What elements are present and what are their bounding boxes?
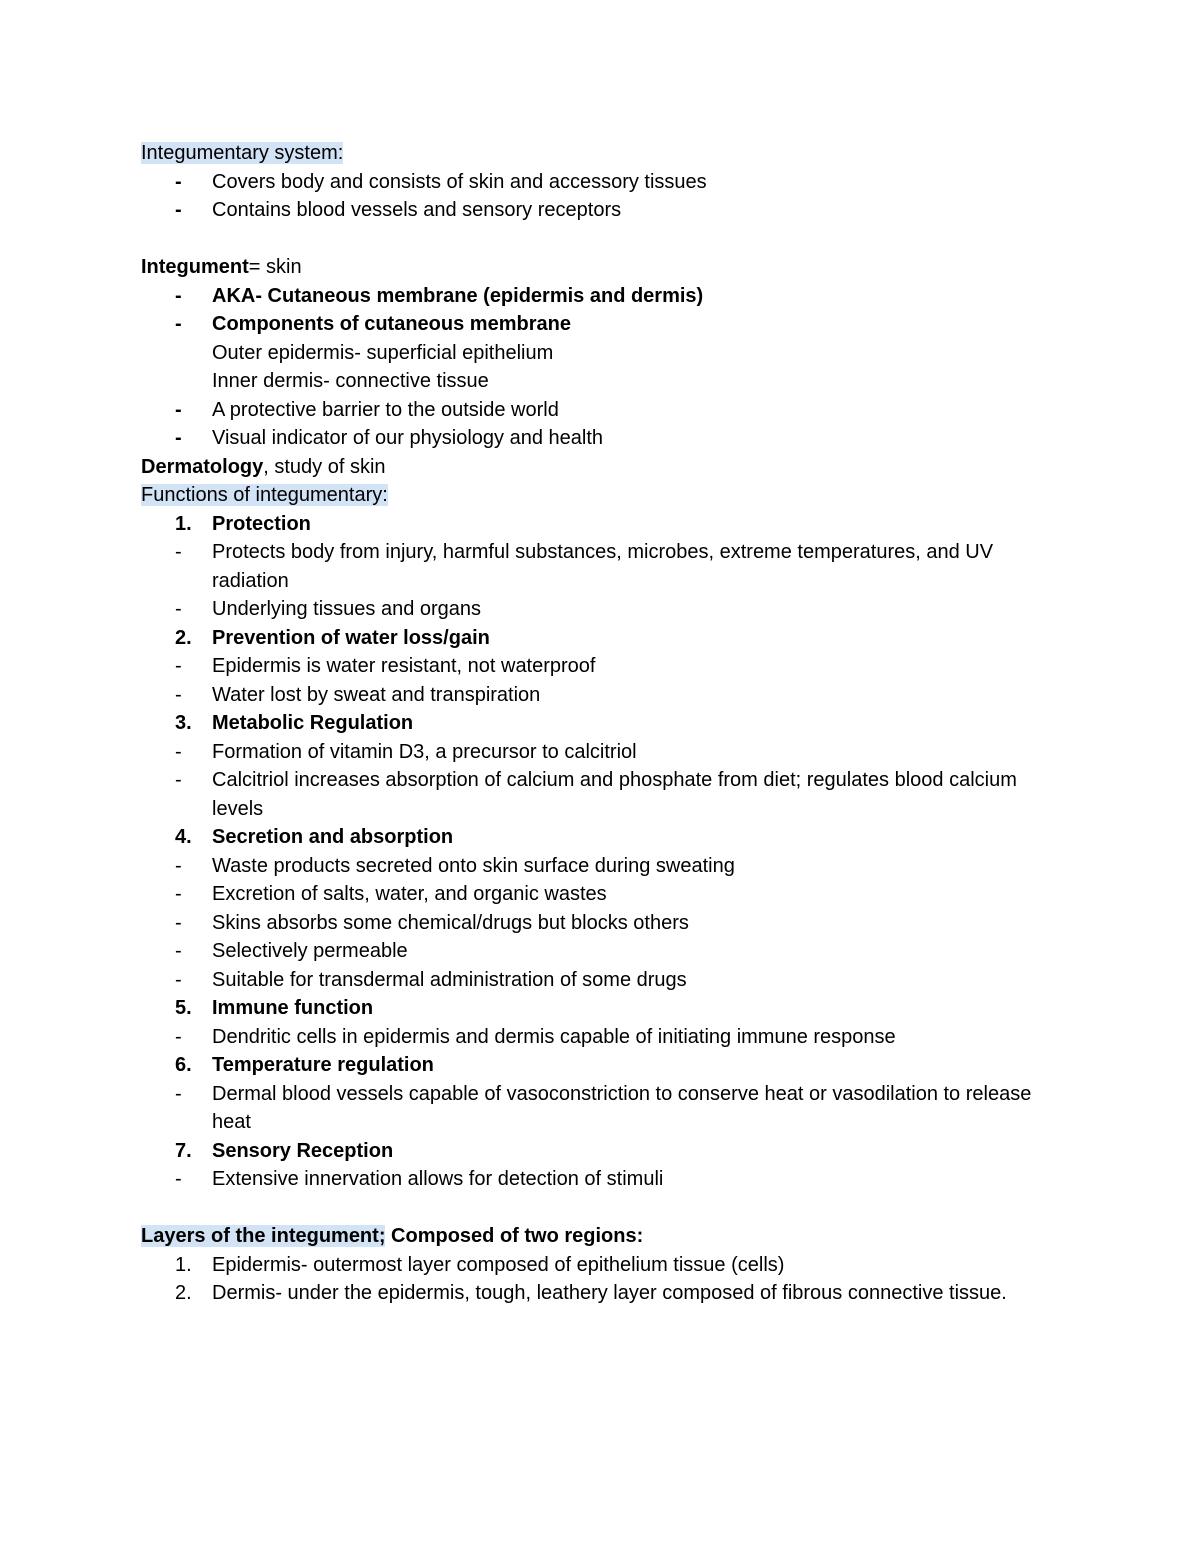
dermatology-definition xyxy=(141,453,1071,482)
list-item-text: Suitable for transdermal administration of some drugs xyxy=(212,968,687,991)
list-item xyxy=(141,310,1071,339)
list-item-text: Excretion of salts, water, and organic wastes xyxy=(212,883,607,905)
function-title-text: Temperature regulation xyxy=(212,1054,434,1076)
list-item xyxy=(141,652,1071,681)
list-item-text: Formation of vitamin D3, a precursor to calcitriol xyxy=(212,740,637,763)
list-item xyxy=(141,1251,1071,1280)
blank-line xyxy=(141,225,1071,254)
list-item-text: A protective barrier to the outside world xyxy=(212,398,559,421)
list-item-text: Skins absorbs some chemical/drugs but blocks others xyxy=(212,911,689,934)
bullet-dash: - xyxy=(175,883,182,905)
list-item-text: Components of cutaneous membrane xyxy=(212,313,571,335)
list-item-text: Protects body from injury, harmful substances, microbes, extreme temperatures, and UV radiation xyxy=(212,541,994,592)
list-item xyxy=(141,852,1071,881)
list-number: 5. xyxy=(175,997,192,1019)
bullet-dash: - xyxy=(175,170,182,193)
bullet-dash: - xyxy=(175,398,182,421)
list-item xyxy=(141,1279,1071,1336)
list-item xyxy=(141,396,1071,425)
list-item-text: Epidermis is water resistant, not waterproof xyxy=(212,655,596,677)
list-item xyxy=(141,424,1071,453)
bullet-dash: - xyxy=(175,199,182,221)
list-item xyxy=(141,880,1071,909)
bullet-dash: - xyxy=(175,854,182,877)
list-item-text: Epidermis- outermost layer composed of epithelium tissue (cells) xyxy=(212,1253,785,1276)
bullet-dash: - xyxy=(175,911,182,934)
bullet-dash: - xyxy=(175,769,182,791)
list-item xyxy=(141,1165,1071,1194)
list-number: 7. xyxy=(175,1139,192,1162)
heading-text: Composed of two regions: xyxy=(385,1225,644,1247)
function-title xyxy=(141,994,1071,1023)
heading-integumentary-system xyxy=(141,139,1071,168)
list-item xyxy=(141,196,1071,225)
heading-functions xyxy=(141,481,1071,510)
list-item xyxy=(141,282,1071,311)
integument-definition xyxy=(141,253,1071,282)
function-title-text: Prevention of water loss/gain xyxy=(212,626,490,649)
list-item-text: Visual indicator of our physiology and health xyxy=(212,427,603,449)
bullet-dash: - xyxy=(175,598,182,620)
bullet-dash: - xyxy=(175,968,182,991)
blank-line xyxy=(141,1194,1071,1223)
list-item xyxy=(141,738,1071,767)
list-number: 2. xyxy=(175,1282,192,1304)
bullet-dash: - xyxy=(175,541,182,563)
list-item xyxy=(141,909,1071,938)
function-title xyxy=(141,823,1071,852)
bullet-dash: - xyxy=(175,1168,182,1190)
function-title xyxy=(141,510,1071,539)
definition: , study of skin xyxy=(263,455,386,478)
list-item xyxy=(141,168,1071,197)
list-item-text: Underlying tissues and organs xyxy=(212,598,482,620)
heading-layers xyxy=(141,1222,1071,1251)
list-number: 2. xyxy=(175,626,192,649)
list-item-text: Extensive innervation allows for detection of stimuli xyxy=(212,1168,664,1190)
bullet-dash: - xyxy=(175,427,182,449)
bullet-dash: - xyxy=(175,740,182,763)
list-item-text: Contains blood vessels and sensory receptors xyxy=(212,199,622,221)
list-item xyxy=(141,595,1071,624)
heading-text: Functions of integumentary: xyxy=(141,484,388,506)
term: Dermatology xyxy=(141,455,264,478)
list-item-text: Water lost by sweat and transpiration xyxy=(212,683,541,706)
list-number: 1. xyxy=(175,1253,192,1276)
bullet-dash: - xyxy=(175,1025,182,1048)
list-item xyxy=(141,681,1071,710)
list-item-text: Dendritic cells in epidermis and dermis capable of initiating immune response xyxy=(212,1025,896,1048)
list-item-continuation xyxy=(141,367,1071,396)
list-item-continuation xyxy=(141,339,1071,368)
function-title xyxy=(141,1137,1071,1166)
list-item xyxy=(141,1023,1071,1052)
list-item-text: Calcitriol increases absorption of calcium and phosphate from diet; regulates blood calcium levels xyxy=(212,769,1017,820)
bullet-dash: - xyxy=(175,655,182,677)
list-item-text: Inner dermis- connective tissue xyxy=(212,370,489,392)
function-title xyxy=(141,1051,1071,1080)
function-title-text: Metabolic Regulation xyxy=(212,712,414,734)
function-title xyxy=(141,709,1071,738)
list-item xyxy=(141,538,1071,595)
list-item-text: AKA- Cutaneous membrane (epidermis and dermis) xyxy=(212,284,704,307)
bullet-dash: - xyxy=(175,683,182,706)
list-item-text: Covers body and consists of skin and accessory tissues xyxy=(212,170,707,193)
definition: = skin xyxy=(248,256,302,278)
list-item xyxy=(141,966,1071,995)
list-number: 6. xyxy=(175,1054,192,1076)
heading-text: Integumentary system: xyxy=(141,142,344,164)
bullet-dash: - xyxy=(175,313,182,335)
function-title-text: Secretion and absorption xyxy=(212,826,454,848)
function-title xyxy=(141,624,1071,653)
bullet-dash: - xyxy=(175,1082,182,1105)
list-item xyxy=(141,937,1071,966)
list-item-text: Dermis- under the epidermis, tough, leathery layer composed of fibrous connective tissue. xyxy=(212,1282,1007,1304)
function-title-text: Protection xyxy=(212,512,311,535)
function-title-text: Sensory Reception xyxy=(212,1139,394,1162)
bullet-dash: - xyxy=(175,940,182,962)
list-item-text: Selectively permeable xyxy=(212,940,408,962)
list-number: 3. xyxy=(175,712,192,734)
function-title-text: Immune function xyxy=(212,997,374,1019)
term: Integument xyxy=(141,256,249,278)
list-item-text: Dermal blood vessels capable of vasoconstriction to conserve heat or vasodilation to release heat xyxy=(212,1082,1032,1133)
document-body xyxy=(141,139,1071,1336)
list-number: 1. xyxy=(175,512,192,535)
list-item xyxy=(141,766,1071,823)
bullet-dash: - xyxy=(175,284,182,307)
list-number: 4. xyxy=(175,826,192,848)
list-item xyxy=(141,1080,1071,1137)
list-item-text: Outer epidermis- superficial epithelium xyxy=(212,341,554,364)
heading-text-highlighted: Layers of the integument; xyxy=(141,1225,386,1247)
list-item-text: Waste products secreted onto skin surface during sweating xyxy=(212,854,735,877)
